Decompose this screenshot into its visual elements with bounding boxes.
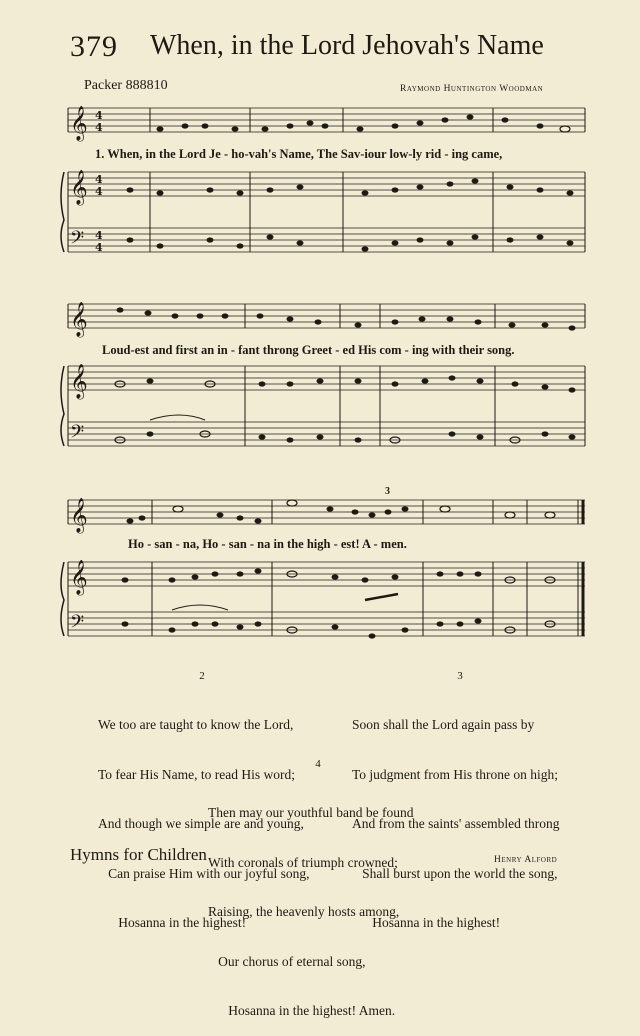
svg-text:𝄞: 𝄞 <box>70 560 88 595</box>
verse-line: And though we simple are and young, <box>98 816 304 831</box>
verse-line: We too are taught to know the Lord, <box>98 717 294 732</box>
lyrics-line-2: Loud-est and first an in - fant throng Greet - ed His com - ing with their song. <box>102 343 515 357</box>
tune-meter: Packer 888810 <box>84 78 168 93</box>
verse-line: Our chorus of eternal song, <box>208 953 366 969</box>
svg-text:4: 4 <box>95 185 103 198</box>
hymn-number: 379 <box>70 30 118 63</box>
verse-line: Can praise Him with our joyful song, <box>98 865 310 881</box>
verse-line: With coronals of triumph crowned; <box>208 854 398 870</box>
verse-number-4: 4 <box>315 758 321 770</box>
treble-clef-icon: 𝄞 <box>70 106 88 141</box>
verse-4 <box>208 772 413 1036</box>
verse-number-3: 3 <box>457 670 463 682</box>
verse-line: Hosanna in the highest! <box>98 915 247 930</box>
lyrics-line-1: 1. When, in the Lord Je - ho-vah's Name, The Sav-iour low-ly rid - ing came, <box>95 147 503 161</box>
svg-text:𝄢: 𝄢 <box>70 422 85 447</box>
svg-text:4: 4 <box>95 229 103 242</box>
verse-line: Hosanna in the highest! Amen. <box>208 1003 396 1018</box>
svg-text:4: 4 <box>95 241 103 254</box>
verse-line: Then may our youthful band be found <box>208 805 414 820</box>
measure-mark: 3 <box>385 486 390 497</box>
author-credit: Henry Alford <box>494 855 558 865</box>
verse-line: Soon shall the Lord again pass by <box>352 717 535 732</box>
composer: Raymond Huntington Woodman <box>400 84 544 94</box>
verse-line: Hosanna in the highest! <box>352 915 501 930</box>
svg-text:𝄞: 𝄞 <box>70 302 88 337</box>
svg-text:4: 4 <box>95 109 103 122</box>
verse-number-2: 2 <box>199 670 205 682</box>
svg-text:4: 4 <box>95 121 103 134</box>
hymn-title: When, in the Lord Jehovah's Name <box>150 30 544 61</box>
svg-text:𝄞: 𝄞 <box>70 364 88 399</box>
verse-line: To fear His Name, to read His word; <box>98 766 295 782</box>
section-title: Hymns for Children <box>70 845 207 864</box>
svg-text:𝄞: 𝄞 <box>70 498 88 533</box>
svg-text:4: 4 <box>95 173 103 186</box>
svg-text:𝄢: 𝄢 <box>70 612 85 637</box>
verse-line: And from the saints' assembled throng <box>352 816 560 831</box>
svg-text:𝄞: 𝄞 <box>70 170 88 205</box>
verse-line: Raising, the heavenly hosts among, <box>208 904 400 919</box>
verse-line: Shall burst upon the world the song, <box>352 865 558 881</box>
lyrics-line-3: Ho - san - na, Ho - san - na in the high - est! A - men. <box>128 537 407 551</box>
bass-clef-icon: 𝄢 <box>70 228 85 253</box>
verse-line: To judgment from His throne on high; <box>352 766 559 782</box>
